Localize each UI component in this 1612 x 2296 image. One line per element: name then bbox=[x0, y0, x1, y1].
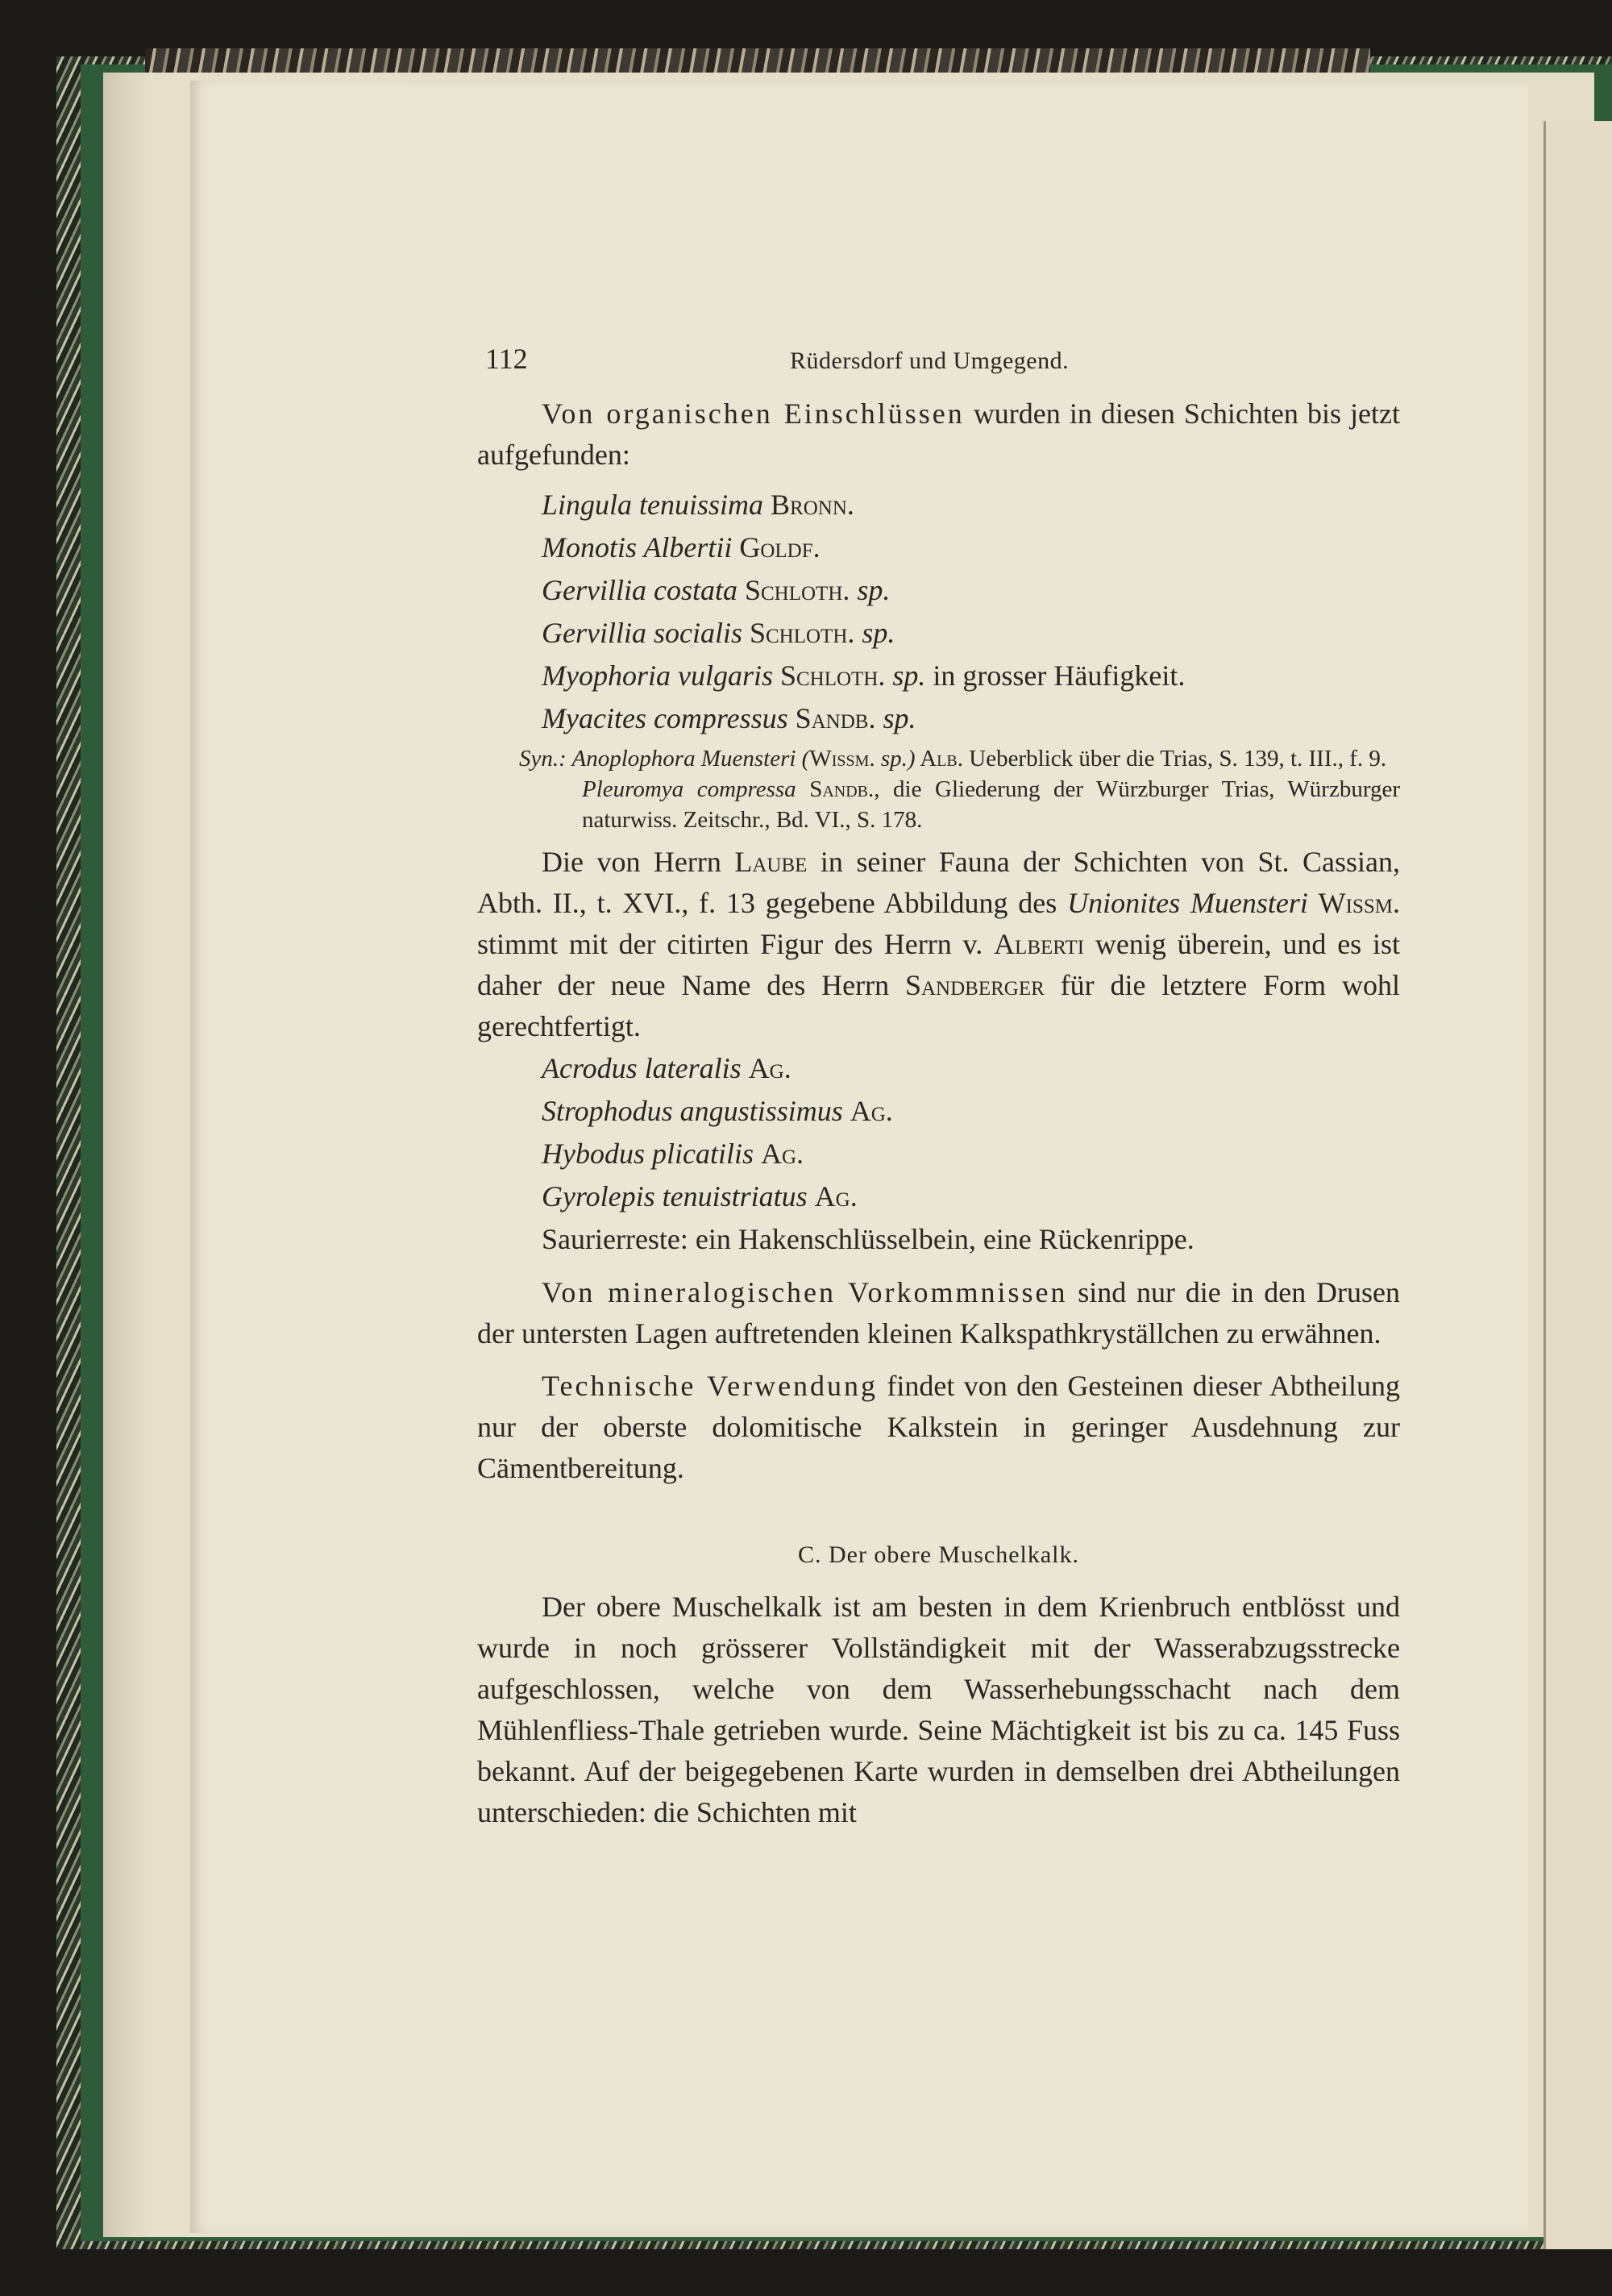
technik-paragraph bbox=[477, 1366, 1400, 1489]
technik-spaced: Technische Verwendung bbox=[542, 1370, 879, 1402]
section-heading: C. Der obere Muschelkalk. bbox=[797, 1541, 1080, 1568]
intro-rest: wurden in diesen Schichten bis jetzt aufgefunden: bbox=[477, 397, 1400, 471]
author-laube: Laube bbox=[734, 846, 808, 878]
page-header bbox=[477, 339, 1400, 389]
fossil-name: Monotis Albertii bbox=[542, 531, 733, 564]
fossil-author: Schloth. bbox=[779, 659, 886, 692]
fossil-name: Gervillia costata bbox=[542, 574, 737, 606]
fish-author: Ag. bbox=[814, 1180, 858, 1212]
syn-sp: sp.) bbox=[875, 746, 916, 772]
synonym-line-2 bbox=[582, 774, 1400, 835]
page-text-block bbox=[477, 339, 1400, 1833]
species-unionites: Unionites Muensteri bbox=[1067, 887, 1308, 919]
fish-entry bbox=[542, 1175, 1400, 1218]
fossil-name: Myophoria vulgaris bbox=[542, 659, 773, 692]
fish-author: Ag. bbox=[761, 1138, 804, 1170]
syn-prefix: Syn.: bbox=[519, 746, 572, 772]
intro-paragraph bbox=[477, 393, 1400, 476]
fish-entry bbox=[542, 1133, 1400, 1175]
syn-author-2: Alb. bbox=[915, 746, 963, 772]
fossil-author: Goldf. bbox=[739, 531, 821, 564]
fish-list bbox=[477, 1047, 1400, 1261]
running-title: Rüdersdorf und Umgegend. bbox=[790, 347, 1070, 374]
fossil-author: Bronn. bbox=[771, 489, 854, 521]
fish-name: Hybodus plicatilis bbox=[542, 1138, 754, 1170]
fossil-name: Myacites compressus bbox=[542, 702, 788, 734]
technik-rest: findet von den Gesteinen dieser Abtheilung nur der oberste dolomitische Kalkstein in geringer Ausdehnung zur Cämentbereitung. bbox=[477, 1370, 1401, 1484]
fossil-sp: sp. bbox=[857, 574, 891, 606]
fossil-entry bbox=[542, 484, 1400, 526]
syn-name: Anoplophora Muensteri ( bbox=[571, 746, 810, 772]
fish-entry bbox=[542, 1090, 1400, 1133]
fossil-entry bbox=[542, 612, 1400, 655]
fossil-entry bbox=[542, 569, 1400, 612]
fish-name: Acrodus lateralis bbox=[542, 1052, 742, 1084]
page-number: 112 bbox=[485, 343, 528, 375]
fish-entry bbox=[542, 1047, 1400, 1090]
fossil-entry bbox=[542, 697, 1400, 740]
fossil-sp: sp. bbox=[883, 702, 916, 734]
mineral-paragraph bbox=[477, 1272, 1400, 1354]
synonym-line-1 bbox=[519, 743, 1400, 774]
fossil-name: Gervillia socialis bbox=[542, 617, 742, 649]
laube-paragraph bbox=[477, 842, 1400, 1047]
fish-author: Ag. bbox=[850, 1095, 893, 1127]
fossil-entry bbox=[542, 526, 1400, 569]
text-run bbox=[1308, 887, 1319, 919]
fossil-author: Schloth. bbox=[749, 617, 855, 649]
text-run: in seiner Fauna der Schichten von St. Cassian, Abth. II., t. XVI., f. 13 gegebene Abbildung des bbox=[477, 846, 1400, 919]
facing-page-edge bbox=[1543, 121, 1612, 2249]
fossil-sp: sp. bbox=[892, 659, 926, 692]
syn2-rest: die Gliederung der Würzburger Trias, Würzburger naturwiss. Zeitschr., Bd. VI., S. 178. bbox=[582, 776, 1400, 833]
final-paragraph: Der obere Muschelkalk ist am besten in dem Krienbruch entblösst und wurde in noch grösserer Vollständigkeit mit der Wasserabzugsstrecke aufgeschlossen, welche von dem Wasserhebungsschacht nach dem Mühlenfliess-Thale getrieben wurde. Seine Mächtigkeit ist bis zu ca. 145 Fuss bekannt. Auf der beigegebenen Karte wurden in demselben drei Abtheilungen unterschieden: die Schichten mit bbox=[477, 1591, 1400, 1828]
author-sandberger: Sandberger bbox=[904, 969, 1045, 1001]
fossil-author: Sandb. bbox=[795, 702, 876, 734]
fossil-note: in grosser Häufigkeit. bbox=[925, 659, 1186, 692]
syn2-name: Pleuromya compressa bbox=[582, 776, 796, 802]
fossil-sp: sp. bbox=[862, 617, 895, 649]
fish-name: Gyrolepis tenuistriatus bbox=[542, 1180, 808, 1212]
text-run: Die von Herrn bbox=[542, 846, 735, 878]
mineral-spaced: Von mineralogischen Vorkommnissen bbox=[542, 1276, 1068, 1308]
syn-rest: Ueberblick über die Trias, S. 139, t. III., f. 9. bbox=[963, 746, 1387, 772]
intro-spaced: Von organischen Einschlüssen bbox=[542, 397, 965, 430]
saurier-entry: Saurierreste: ein Hakenschlüsselbein, eine Rückenrippe. bbox=[542, 1223, 1194, 1255]
fossil-author: Schloth. bbox=[744, 574, 850, 606]
fossil-entry bbox=[542, 655, 1400, 697]
text-run: stimmt mit der citirten Figur des Herrn v. bbox=[477, 928, 995, 960]
fish-author: Ag. bbox=[748, 1052, 791, 1084]
author-wissm: Wissm. bbox=[1318, 887, 1401, 919]
fossil-list bbox=[477, 484, 1400, 740]
author-alberti: Alberti bbox=[994, 928, 1085, 960]
fish-name: Strophodus angustissimus bbox=[542, 1095, 843, 1127]
syn2-author: Sandb., bbox=[796, 776, 880, 802]
text-run: für die letztere Form wohl gerechtfertigt. bbox=[477, 969, 1400, 1042]
text-run: wenig überein, und es ist daher der neue Name des Herrn bbox=[477, 928, 1401, 1001]
syn-author: Wissm. bbox=[809, 746, 875, 772]
mineral-rest: sind nur die in den Drusen der untersten Lagen auftretenden kleinen Kalkspathkryställchen zu erwähnen. bbox=[477, 1276, 1400, 1350]
fossil-name: Lingula tenuissima bbox=[542, 489, 764, 521]
